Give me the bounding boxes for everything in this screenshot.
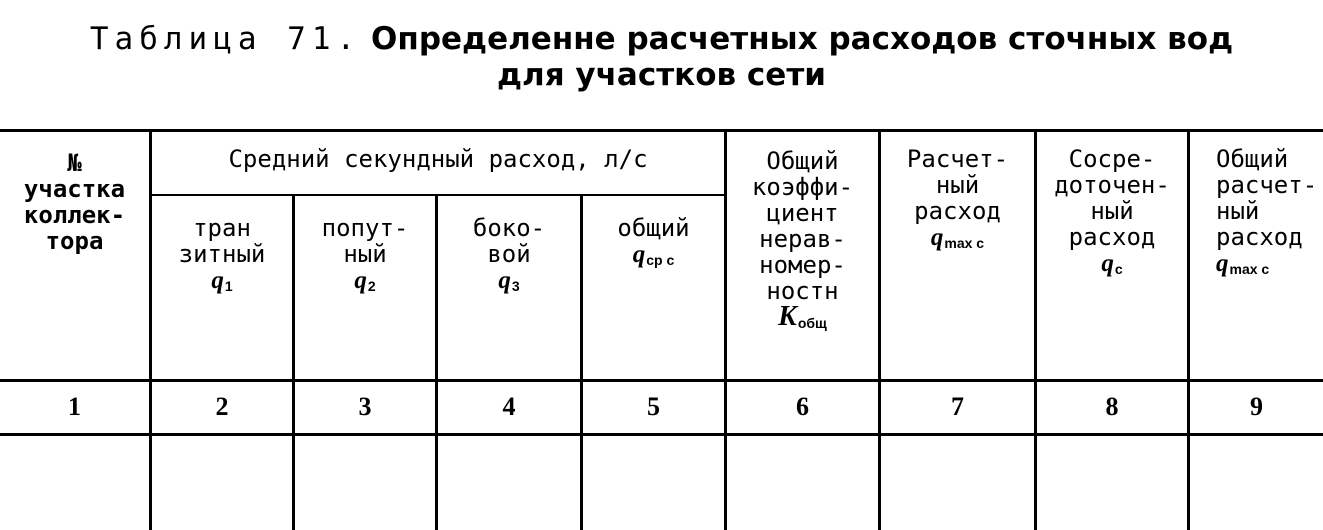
header-col6-line: нерав- <box>759 225 846 253</box>
header-col6-line: Общий <box>766 147 839 175</box>
column-number: 6 <box>796 392 809 421</box>
symbol-q-max-subscript: max c <box>944 235 985 251</box>
header-col9-line: Общий <box>1216 145 1289 173</box>
column-number: 7 <box>951 392 964 421</box>
header-col3-line: попут- <box>321 214 409 242</box>
symbol-q-max: q <box>930 224 944 251</box>
header-total-average-flow <box>583 215 724 273</box>
column-number: 4 <box>502 392 516 421</box>
header-col8-line: расход <box>1068 223 1156 251</box>
header-col9-line: расчет- <box>1216 171 1318 199</box>
header-col6-line: коэффи- <box>751 173 854 201</box>
symbol-q1: q <box>211 267 224 294</box>
symbol-q3-subscript: 3 <box>511 278 520 294</box>
symbol-q3: q <box>498 267 511 294</box>
symbol-q-c: q <box>1101 250 1114 277</box>
symbol-q-avg-subscript: ср с <box>646 252 675 268</box>
header-transit-flow <box>152 215 292 299</box>
header-bottom-rule <box>0 379 1323 382</box>
header-col7-line: ный <box>935 171 980 199</box>
header-col1-line: № <box>67 149 82 177</box>
header-col2-line: зитный <box>178 240 266 268</box>
numbers-row-rule <box>0 433 1323 436</box>
header-col8-line: ный <box>1090 197 1134 225</box>
header-col4-line: боко- <box>472 214 546 242</box>
symbol-q-avg: q <box>632 241 646 268</box>
header-unevenness-coefficient <box>727 148 878 336</box>
header-col7-line: Расчет- <box>906 145 1009 173</box>
symbol-q2: q <box>354 267 367 294</box>
table-caption <box>0 20 1323 58</box>
header-col9-line: ный <box>1216 197 1260 225</box>
symbol-q-max-total-subscript: max c <box>1229 261 1270 277</box>
symbol-q-max-total: q <box>1216 250 1229 277</box>
header-design-flow <box>881 146 1034 256</box>
symbol-q1-subscript: 1 <box>224 278 233 294</box>
header-col5-line: общий <box>617 214 690 242</box>
header-col8-line: Сосре- <box>1068 145 1156 173</box>
header-col1-line: коллек- <box>23 201 126 229</box>
header-concentrated-flow <box>1037 146 1187 282</box>
header-col9-line: расход <box>1216 223 1303 251</box>
header-col8-line: доточен- <box>1054 171 1170 199</box>
symbol-k-total-subscript: общ <box>797 315 827 331</box>
column-number: 8 <box>1105 392 1119 421</box>
column-number: 3 <box>358 392 372 421</box>
header-col6-line: номер- <box>759 251 846 279</box>
header-group-average-flow: Средний секундный расход, л/с <box>228 145 648 173</box>
column-number: 2 <box>215 392 229 421</box>
header-col2-line: тран <box>193 214 251 242</box>
symbol-q-c-subscript: c <box>1114 261 1123 277</box>
column-number: 5 <box>647 392 660 421</box>
caption-title-line2: для участков сети <box>496 57 827 93</box>
header-total-design-flow <box>1190 146 1323 282</box>
header-adjacent-flow <box>295 215 435 299</box>
header-lateral-flow <box>438 215 580 299</box>
header-col1-line: тора <box>45 227 104 255</box>
caption-title: Определенне расчетных расходов сточных вод <box>371 21 1234 57</box>
header-section-number <box>0 150 149 254</box>
column-number: 1 <box>68 392 81 421</box>
col-divider-1 <box>149 130 152 530</box>
table-top-rule <box>0 129 1323 132</box>
caption-label: Таблица 71. <box>89 21 362 57</box>
symbol-k-total: K <box>778 301 797 332</box>
column-number: 9 <box>1250 392 1263 421</box>
header-col1-line: участка <box>23 175 126 203</box>
header-col4-line: вой <box>487 240 531 268</box>
header-col6-line: циент <box>766 199 839 227</box>
header-col7-line: расход <box>914 197 1001 225</box>
header-col3-line: ный <box>343 240 387 268</box>
symbol-q2-subscript: 2 <box>367 278 376 294</box>
header-col6-line: ностн <box>766 277 839 305</box>
